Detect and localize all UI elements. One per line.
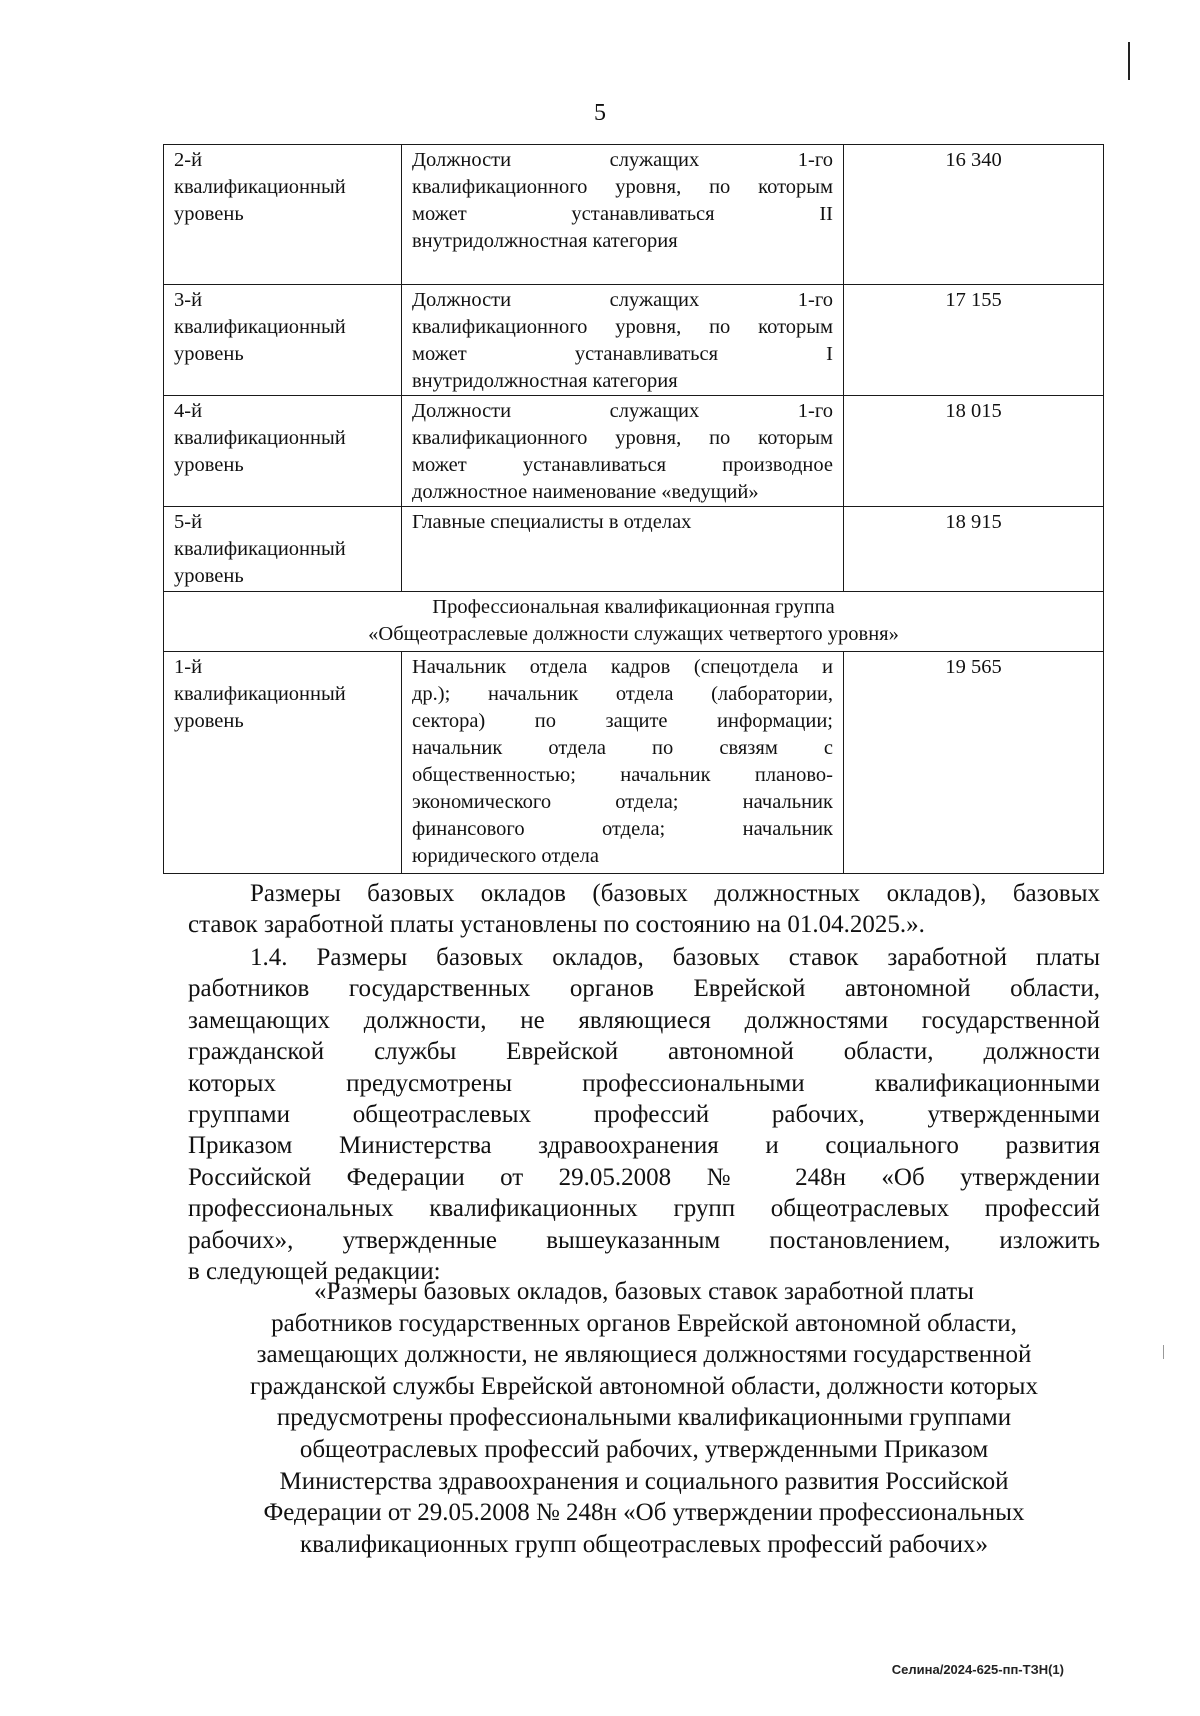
scan-edge-mark [1163, 1345, 1164, 1359]
group-header-row [164, 592, 1104, 652]
table-row [164, 507, 1104, 592]
salary-amount-cell: 18 015 [844, 396, 1104, 507]
qualification-level-cell: 1-й квалификационный уровень [164, 652, 402, 874]
table-row [164, 652, 1104, 874]
document-footer-code: Селина/2024-625-пп-ТЗН(1) [891, 1662, 1064, 1677]
qualification-level-cell: 2-й квалификационный уровень [164, 145, 402, 285]
table-row [164, 145, 1104, 285]
page-number: 5 [594, 100, 606, 126]
table-row [164, 396, 1104, 507]
position-description-cell: Должности служащих 1-го квалификационного уровня, по которым может устанавливаться II внутридолжностная категория [402, 145, 844, 285]
position-description-cell: Начальник отдела кадров (спецотдела и др.); начальник отдела (лаборатории, сектора) по защите информации; начальник отдела по связям с общественностью; начальник планово- экономического отдела; начальник финансового отдела; начальник юридического отдела [402, 652, 844, 874]
scan-edge-mark [1128, 42, 1130, 80]
salary-amount-cell: 16 340 [844, 145, 1104, 285]
position-description-cell: Главные специалисты в отделах [402, 507, 844, 592]
position-description-cell: Должности служащих 1-го квалификационного уровня, по которым может устанавливаться производное должностное наименование «ведущий» [402, 396, 844, 507]
table-row [164, 285, 1104, 396]
paragraph-rates-date: Размеры базовых окладов (базовых должностных окладов), базовых ставок заработной платы установлены по состоянию на 01.04.2025.». [188, 880, 1100, 939]
paragraph-section-1-4: 1.4. Размеры базовых окладов, базовых ставок заработной платы работников государственных органов Еврейской автономной области, замещающих должности, не являющиеся должностями государственной гражданской службы Еврейской автономной области, должности которых предусмотрены профессиональными квалификационными группами общеотраслевых профессий рабочих, утвержденными Приказом Министерства здравоохранения и социального развития Российской Федерации от 29.05.2008 № 248н «Об утверждении профессиональных квалификационных групп общеотраслевых профессий рабочих», утвержденные вышеуказанным постановлением, изложить в следующей редакции: [188, 944, 1100, 1286]
position-description-cell: Должности служащих 1-го квалификационного уровня, по которым может устанавливаться I внутридолжностная категория [402, 285, 844, 396]
qualification-level-cell: 5-й квалификационный уровень [164, 507, 402, 592]
salary-table [163, 144, 1104, 874]
group-header-cell: Профессиональная квалификационная группа «Общеотраслевые должности служащих четвертого уровня» [164, 592, 1104, 652]
qualification-level-cell: 4-й квалификационный уровень [164, 396, 402, 507]
section-heading: «Размеры базовых окладов, базовых ставок заработной платы работников государственных органов Еврейской автономной области, замещающих должности, не являющиеся должностями государственной гражданской службы Еврейской автономной области, должности которых предусмотрены профессиональными квалификационными группами общеотраслевых профессий рабочих, утвержденными Приказом Министерства здравоохранения и социального развития Российской Федерации от 29.05.2008 № 248н «Об утверждении профессиональных квалификационных групп общеотраслевых профессий рабочих» [250, 1278, 1038, 1558]
salary-amount-cell: 18 915 [844, 507, 1104, 592]
qualification-level-cell: 3-й квалификационный уровень [164, 285, 402, 396]
salary-amount-cell: 17 155 [844, 285, 1104, 396]
salary-amount-cell: 19 565 [844, 652, 1104, 874]
